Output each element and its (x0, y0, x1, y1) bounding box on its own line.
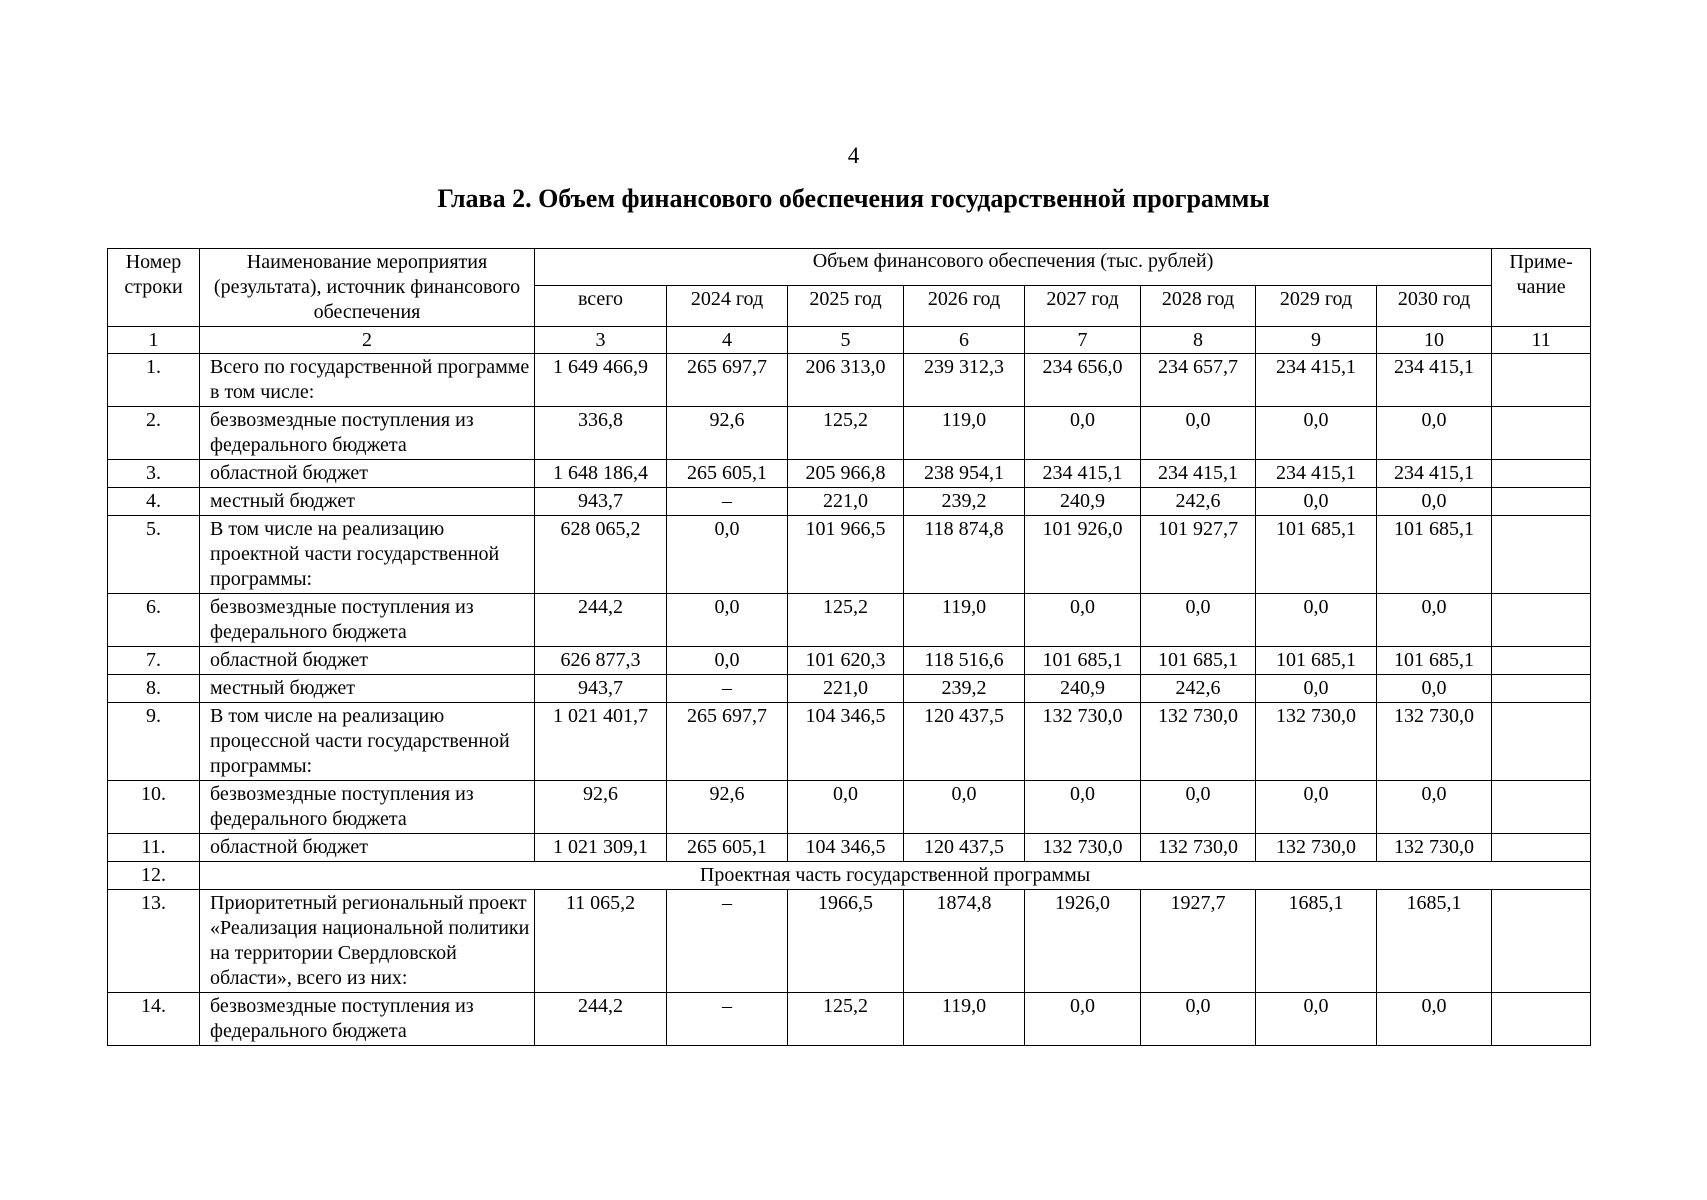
row-number-cell: 11. (108, 834, 200, 862)
table-row (108, 703, 1591, 781)
value-cell: 120 437,5 (904, 703, 1025, 781)
value-cell: 132 730,0 (1025, 703, 1141, 781)
value-cell: 0,0 (1256, 407, 1377, 460)
value-cell: 628 065,2 (535, 516, 667, 594)
value-cell: – (667, 488, 788, 516)
table-row (108, 407, 1591, 460)
value-cell: 132 730,0 (1256, 834, 1377, 862)
value-cell: 101 685,1 (1141, 647, 1256, 675)
value-cell: 265 697,7 (667, 354, 788, 407)
value-cell: 118 516,6 (904, 647, 1025, 675)
row-name-cell: безвозмездные поступления из федерального бюджета (200, 781, 535, 834)
value-cell: 336,8 (535, 407, 667, 460)
value-cell: 0,0 (1256, 488, 1377, 516)
row-number-cell: 6. (108, 594, 200, 647)
row-number-cell: 1. (108, 354, 200, 407)
row-number-cell: 3. (108, 460, 200, 488)
row-name-cell: Приоритетный региональный проект «Реализация национальной политики на территории Свердловской области», всего из них: (200, 890, 535, 993)
value-cell: 1874,8 (904, 890, 1025, 993)
value-cell: 1966,5 (788, 890, 904, 993)
row-name-cell: областной бюджет (200, 460, 535, 488)
value-cell: 234 415,1 (1256, 354, 1377, 407)
value-cell: 101 685,1 (1256, 647, 1377, 675)
table-row (108, 516, 1591, 594)
row-number-cell: 9. (108, 703, 200, 781)
value-cell: 0,0 (667, 594, 788, 647)
value-cell: 101 926,0 (1025, 516, 1141, 594)
value-cell: 119,0 (904, 993, 1025, 1046)
row-name-cell: местный бюджет (200, 675, 535, 703)
value-cell: 119,0 (904, 594, 1025, 647)
column-number: 9 (1256, 327, 1377, 354)
note-cell (1492, 993, 1591, 1046)
value-cell: 0,0 (1141, 993, 1256, 1046)
value-cell: 0,0 (1025, 407, 1141, 460)
value-cell: 239 312,3 (904, 354, 1025, 407)
value-cell: 92,6 (535, 781, 667, 834)
row-number-cell: 12. (108, 862, 200, 890)
value-cell: 132 730,0 (1377, 834, 1492, 862)
value-cell: 0,0 (1256, 594, 1377, 647)
value-cell: 1927,7 (1141, 890, 1256, 993)
header-row-number: Номер строки (108, 249, 200, 327)
note-cell (1492, 460, 1591, 488)
row-name-cell: безвозмездные поступления из федерального бюджета (200, 993, 535, 1046)
value-cell: 206 313,0 (788, 354, 904, 407)
value-cell: 0,0 (1141, 594, 1256, 647)
row-number-cell: 13. (108, 890, 200, 993)
note-cell (1492, 354, 1591, 407)
value-cell: 101 927,7 (1141, 516, 1256, 594)
value-cell: 101 685,1 (1025, 647, 1141, 675)
value-cell: 118 874,8 (904, 516, 1025, 594)
header-2030: 2030 год (1377, 285, 1492, 326)
value-cell: 104 346,5 (788, 703, 904, 781)
row-name-cell: безвозмездные поступления из федерального бюджета (200, 594, 535, 647)
value-cell: 0,0 (1377, 675, 1492, 703)
row-number-cell: 7. (108, 647, 200, 675)
note-cell (1492, 488, 1591, 516)
header-name: Наименование мероприятия (результата), источник финансового обеспечения (200, 249, 535, 327)
chapter-title: Глава 2. Объем финансового обеспечения государственной программы (437, 184, 1270, 213)
table-row (108, 647, 1591, 675)
value-cell: 0,0 (1025, 781, 1141, 834)
note-cell (1492, 516, 1591, 594)
column-number: 5 (788, 327, 904, 354)
value-cell: 0,0 (1256, 675, 1377, 703)
value-cell: 101 685,1 (1377, 647, 1492, 675)
value-cell: 0,0 (1377, 488, 1492, 516)
financing-table (107, 248, 1591, 1046)
column-number: 2 (200, 327, 535, 354)
value-cell: 943,7 (535, 675, 667, 703)
value-cell: 1 021 309,1 (535, 834, 667, 862)
note-cell (1492, 890, 1591, 993)
column-number: 7 (1025, 327, 1141, 354)
value-cell: 1 648 186,4 (535, 460, 667, 488)
value-cell: 205 966,8 (788, 460, 904, 488)
note-cell (1492, 647, 1591, 675)
row-number-cell: 2. (108, 407, 200, 460)
value-cell: 132 730,0 (1141, 703, 1256, 781)
value-cell: 234 415,1 (1377, 460, 1492, 488)
value-cell: 125,2 (788, 594, 904, 647)
value-cell: 234 415,1 (1025, 460, 1141, 488)
row-name-cell: В том числе на реализацию процессной части государственной программы: (200, 703, 535, 781)
row-name-cell: местный бюджет (200, 488, 535, 516)
value-cell: 234 415,1 (1377, 354, 1492, 407)
value-cell: 125,2 (788, 993, 904, 1046)
header-2024: 2024 год (667, 285, 788, 326)
column-number: 11 (1492, 327, 1591, 354)
row-name-cell: Всего по государственной программе в том числе: (200, 354, 535, 407)
header-2025: 2025 год (788, 285, 904, 326)
value-cell: 234 415,1 (1141, 460, 1256, 488)
header-2027: 2027 год (1025, 285, 1141, 326)
row-name-cell: областной бюджет (200, 647, 535, 675)
table-row (108, 781, 1591, 834)
row-name-cell: В том числе на реализацию проектной части государственной программы: (200, 516, 535, 594)
value-cell: 132 730,0 (1377, 703, 1492, 781)
value-cell: 0,0 (1377, 594, 1492, 647)
table-row (108, 488, 1591, 516)
value-cell: 1685,1 (1377, 890, 1492, 993)
table-row (108, 993, 1591, 1046)
value-cell: 125,2 (788, 407, 904, 460)
page-number: 4 (847, 143, 860, 168)
column-number: 8 (1141, 327, 1256, 354)
value-cell: 234 656,0 (1025, 354, 1141, 407)
note-cell (1492, 594, 1591, 647)
row-name-cell: безвозмездные поступления из федерального бюджета (200, 407, 535, 460)
header-2029: 2029 год (1256, 285, 1377, 326)
section-title: Проектная часть государственной программы (200, 862, 1591, 890)
column-numbers-row (108, 327, 1591, 354)
header-row-1 (108, 249, 1591, 286)
table-row (108, 675, 1591, 703)
note-cell (1492, 781, 1591, 834)
value-cell: 0,0 (667, 516, 788, 594)
row-number-cell: 4. (108, 488, 200, 516)
value-cell: 101 685,1 (1256, 516, 1377, 594)
table-row (108, 354, 1591, 407)
value-cell: 132 730,0 (1256, 703, 1377, 781)
value-cell: 1926,0 (1025, 890, 1141, 993)
header-note: Приме-чание (1492, 249, 1591, 327)
header-volume: Объем финансового обеспечения (тыс. рублей) (535, 249, 1492, 286)
value-cell: 242,6 (1141, 675, 1256, 703)
row-number-cell: 10. (108, 781, 200, 834)
value-cell: 238 954,1 (904, 460, 1025, 488)
value-cell: 265 605,1 (667, 460, 788, 488)
value-cell: 0,0 (667, 647, 788, 675)
table-row (108, 460, 1591, 488)
row-number-cell: 8. (108, 675, 200, 703)
value-cell: – (667, 890, 788, 993)
row-number-cell: 14. (108, 993, 200, 1046)
value-cell: 101 966,5 (788, 516, 904, 594)
value-cell: 0,0 (1025, 594, 1141, 647)
value-cell: 1 021 401,7 (535, 703, 667, 781)
value-cell: 221,0 (788, 488, 904, 516)
value-cell: 242,6 (1141, 488, 1256, 516)
value-cell: 1685,1 (1256, 890, 1377, 993)
value-cell: 240,9 (1025, 675, 1141, 703)
value-cell: 244,2 (535, 594, 667, 647)
header-total: всего (535, 285, 667, 326)
value-cell: 119,0 (904, 407, 1025, 460)
note-cell (1492, 675, 1591, 703)
value-cell: 0,0 (788, 781, 904, 834)
table-row (108, 890, 1591, 993)
value-cell: 0,0 (1256, 781, 1377, 834)
table-row (108, 594, 1591, 647)
value-cell: 943,7 (535, 488, 667, 516)
value-cell: 265 605,1 (667, 834, 788, 862)
value-cell: – (667, 993, 788, 1046)
value-cell: 234 415,1 (1256, 460, 1377, 488)
value-cell: 132 730,0 (1025, 834, 1141, 862)
value-cell: 104 346,5 (788, 834, 904, 862)
header-2026: 2026 год (904, 285, 1025, 326)
value-cell: 0,0 (1025, 993, 1141, 1046)
value-cell: 239,2 (904, 488, 1025, 516)
table-row (108, 834, 1591, 862)
value-cell: 101 620,3 (788, 647, 904, 675)
note-cell (1492, 703, 1591, 781)
value-cell: 0,0 (1141, 781, 1256, 834)
value-cell: 11 065,2 (535, 890, 667, 993)
value-cell: 92,6 (667, 781, 788, 834)
note-cell (1492, 407, 1591, 460)
value-cell: 0,0 (1141, 407, 1256, 460)
value-cell: 92,6 (667, 407, 788, 460)
value-cell: 239,2 (904, 675, 1025, 703)
column-number: 4 (667, 327, 788, 354)
value-cell: 240,9 (1025, 488, 1141, 516)
value-cell: 0,0 (1256, 993, 1377, 1046)
column-number: 6 (904, 327, 1025, 354)
value-cell: 265 697,7 (667, 703, 788, 781)
value-cell: 132 730,0 (1141, 834, 1256, 862)
value-cell: 101 685,1 (1377, 516, 1492, 594)
value-cell: – (667, 675, 788, 703)
column-number: 3 (535, 327, 667, 354)
value-cell: 120 437,5 (904, 834, 1025, 862)
value-cell: 0,0 (1377, 407, 1492, 460)
header-2028: 2028 год (1141, 285, 1256, 326)
value-cell: 1 649 466,9 (535, 354, 667, 407)
value-cell: 234 657,7 (1141, 354, 1256, 407)
value-cell: 244,2 (535, 993, 667, 1046)
value-cell: 0,0 (904, 781, 1025, 834)
value-cell: 0,0 (1377, 993, 1492, 1046)
value-cell: 0,0 (1377, 781, 1492, 834)
column-number: 10 (1377, 327, 1492, 354)
note-cell (1492, 834, 1591, 862)
section-row (108, 862, 1591, 890)
row-number-cell: 5. (108, 516, 200, 594)
row-name-cell: областной бюджет (200, 834, 535, 862)
value-cell: 626 877,3 (535, 647, 667, 675)
value-cell: 221,0 (788, 675, 904, 703)
column-number: 1 (108, 327, 200, 354)
